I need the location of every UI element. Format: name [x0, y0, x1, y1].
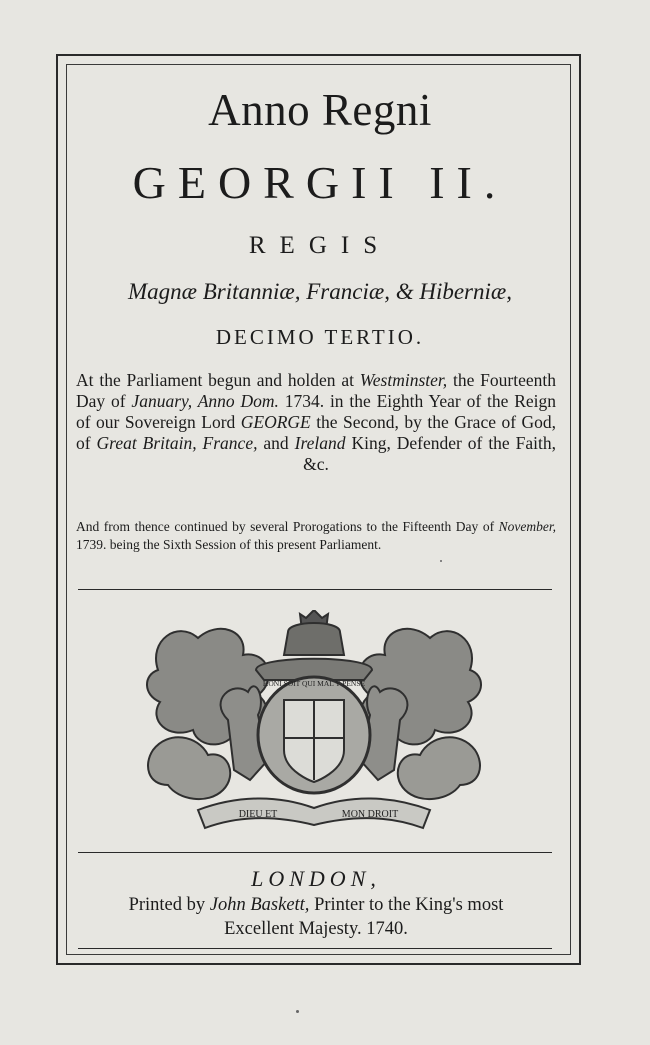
- imprint-printer-role: Printer to the King's most: [309, 895, 504, 915]
- para1-king: GEORGE: [240, 412, 311, 432]
- imprint-printer-name: John Baskett,: [209, 895, 310, 915]
- para1-text-4: the Second, by the Grace of God, of: [76, 412, 556, 453]
- parliament-paragraph: [76, 370, 556, 475]
- heading-georgii: GEORGII II.: [132, 157, 508, 208]
- para1-month: January, Anno Dom.: [131, 391, 279, 411]
- para1-text-6: King, Defender of the Faith, &c.: [303, 433, 556, 474]
- heading-anno-regni: Anno Regni: [208, 85, 432, 135]
- para1-text-2: the Fourteenth Day of: [76, 370, 556, 411]
- para1-realm1: Great Britain, France,: [96, 433, 258, 453]
- para1-text-5: and: [257, 433, 295, 453]
- heading-regis: REGIS: [248, 232, 392, 259]
- para1-place: Westminster,: [359, 370, 448, 390]
- imprint-printer-line: [76, 893, 556, 917]
- imprint-city: LONDON,: [251, 866, 381, 891]
- heading-decimo-tertio: DECIMO TERTIO.: [215, 325, 425, 349]
- rule-below-arms: [78, 852, 552, 853]
- para2-text-2: 1739. being the Sixth Session of this present Parliament.: [76, 537, 382, 552]
- rule-above-arms: [78, 589, 552, 590]
- para2-month: November,: [498, 519, 556, 534]
- paper-speck: [440, 560, 442, 562]
- motto-right: MON DROIT: [341, 809, 399, 820]
- para1-text-1: At the Parliament begun and holden at: [76, 370, 360, 390]
- para2-text-1: And from thence continued by several Prorogations to the Fifteenth Day of: [76, 519, 499, 534]
- royal-coat-of-arms: [138, 610, 490, 835]
- para1-text-3: 1734. in the Eighth Year of the Reign of our Sovereign Lord: [76, 391, 557, 432]
- paper-speck: [296, 1010, 299, 1013]
- imprint-printed-by: Printed by: [128, 895, 210, 915]
- motto-left: DIEU ET: [238, 809, 278, 820]
- prorogation-paragraph: [76, 518, 556, 554]
- imprint-majesty-year: Excellent Majesty. 1740.: [224, 919, 408, 939]
- para1-realm2: Ireland: [294, 433, 346, 453]
- rule-bottom: [78, 948, 552, 949]
- heading-realms: Magnæ Britanniæ, Franciæ, & Hiberniæ,: [128, 279, 512, 304]
- garter-motto: HONI SOIT QUI MAL Y PENSE: [262, 679, 366, 688]
